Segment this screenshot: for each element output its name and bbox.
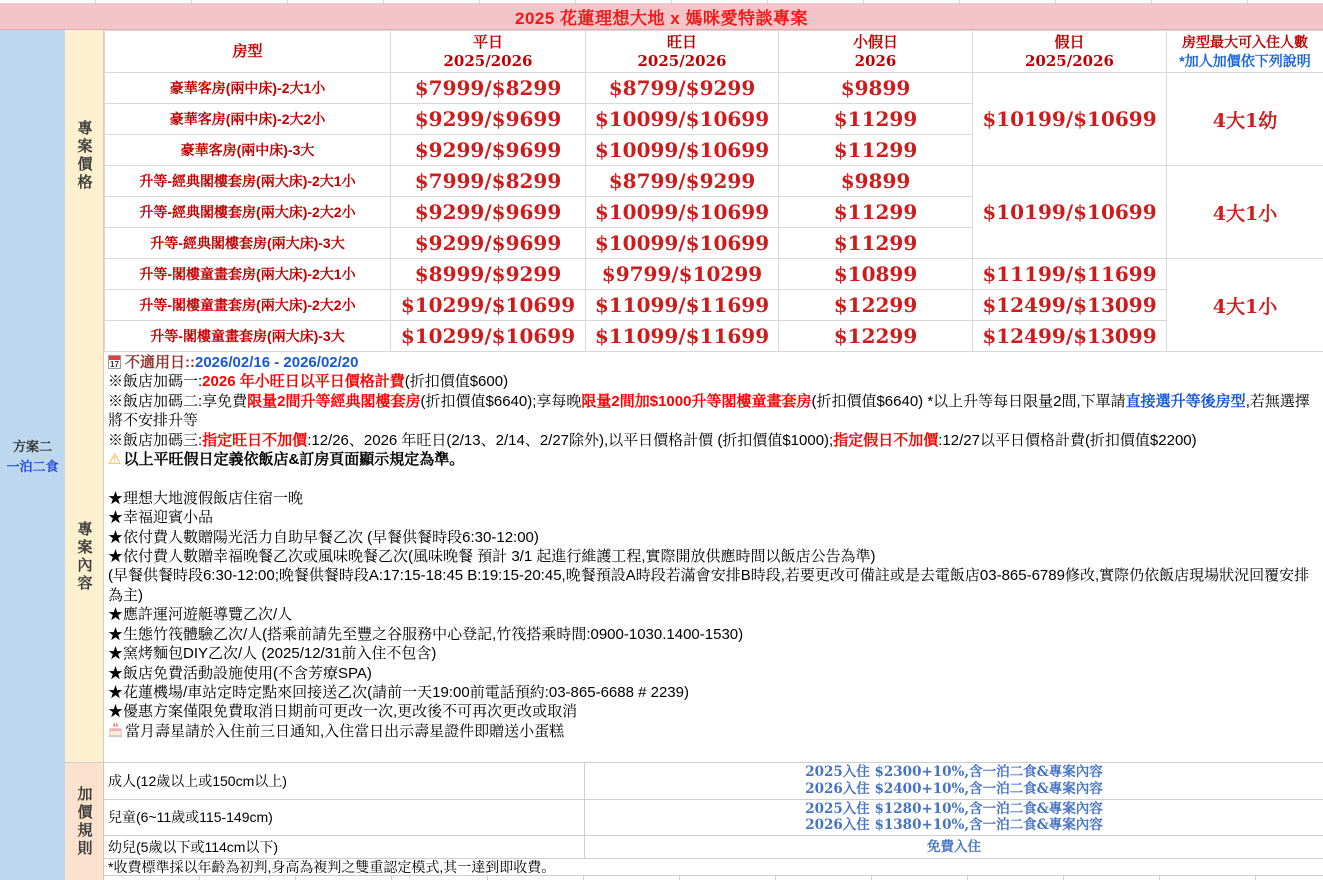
content-text-segment: ★幸福迎賓小品 [108,509,214,527]
price-cell-weekday: $9299/$9699 [391,228,586,259]
room-type-cell: 升等-閣樓童畫套房(兩大床)-2大2小 [105,290,391,321]
content-text-segment: 直接選升等後房型 [1125,392,1246,410]
max-occupancy-cell: 4大1小 [1167,166,1323,259]
price-cell-weekday: $10299/$10699 [391,321,586,352]
price-table-row [105,73,1323,104]
price-cell-minor-holiday: $10899 [779,259,973,290]
content-line [108,431,1315,450]
surcharge-rule-row [104,836,1323,859]
content-text-segment: 以上平旺假日定義依飯店&訂房頁面顯示規定為準。 [123,451,465,469]
price-cell-weekday: $9299/$9699 [391,104,586,135]
content-text-segment: ★優惠方案僅限免費取消日期前可更改一次,更改後不可再次更改或取消 [108,703,578,721]
room-type-cell: 豪華客房(兩中床)-2大1小 [105,73,391,104]
content-line [108,450,1315,469]
content-line [108,353,1315,372]
content-text-segment: 不適用日:: [125,354,195,371]
content-line [108,528,1315,547]
room-type-cell: 豪華客房(兩中床)-3大 [105,135,391,166]
page-title: 2025 花蓮理想大地 x 媽咪愛特談專案 [515,8,808,28]
col-header-weekday: 平日 2025/2026 [391,31,586,73]
price-cell-weekday: $9299/$9699 [391,135,586,166]
price-cell-minor-holiday: $12299 [779,290,973,321]
content-line [108,625,1315,644]
price-cell-peak: $10099/$10699 [586,104,779,135]
content-line [108,392,1315,431]
content-line [108,566,1315,605]
plan-name: 方案二 [12,438,52,454]
title-bar [0,3,1323,30]
content-text-segment: 2026/02/16 - 2026/02/20 [195,354,359,371]
price-cell-peak: $10099/$10699 [586,228,779,259]
price-cell-minor-holiday: $11299 [779,228,973,259]
content-line [108,702,1315,721]
price-cell-weekday: $7999/$8299 [391,166,586,197]
price-table [104,30,1323,352]
content-line [108,664,1315,683]
price-cell-peak: $9799/$10299 [586,259,779,290]
col-header-minor-holiday: 小假日 2026 [779,31,973,73]
room-type-cell: 升等-閣樓童畫套房(兩大床)-2大1小 [105,259,391,290]
section-content [65,351,1323,762]
price-table-row [105,290,1323,321]
price-table-row [105,321,1323,352]
content-text-segment: ※飯店加碼一: [108,373,203,391]
col-header-holiday: 假日 2025/2026 [973,31,1167,73]
surcharge-rule-row [104,763,1323,800]
content-line [108,372,1315,391]
price-cell-holiday: $11199/$11699 [973,259,1167,290]
content-line [108,722,1315,743]
content-text-segment: (早餐供餐時段6:30-12:00;晚餐供餐時段A:17:15-18:45 B:19:15-20:45,晚餐預設A時段若滿會安排B時段,若要更改可備註或是去電飯店03-865-6789修改,實際仍依飯店現場狀況回覆安排為主) [108,567,1310,604]
price-table-header-row [105,31,1323,73]
surcharge-value [585,763,1323,799]
surcharge-value [585,800,1323,836]
col-header-peak: 旺日 2025/2026 [586,31,779,73]
bottom-grid-sliver [104,876,1323,880]
price-cell-weekday: $9299/$9699 [391,197,586,228]
content-text-segment: ※飯店加碼二:享免費 [108,392,248,410]
price-cell-minor-holiday: $11299 [779,135,973,166]
price-cell-holiday: $12499/$13099 [973,290,1167,321]
price-cell-minor-holiday: $11299 [779,197,973,228]
surcharge-value [585,836,1323,858]
price-cell-holiday: $12499/$13099 [973,321,1167,352]
surcharge-value-line: 2026入住 $1380+10%,含一泊二食&專案內容 [805,817,1103,834]
content-text-segment: ※飯店加碼三: [108,431,203,449]
room-type-cell: 升等-經典閣樓套房(兩大床)-3大 [105,228,391,259]
content-line [108,547,1315,566]
price-cell-peak: $11099/$11699 [586,321,779,352]
content-line [108,644,1315,663]
col-header-occupancy: 房型最大可入住人數 *加人加價依下列說明 [1167,31,1323,73]
content-line [108,508,1315,527]
surcharge-category-label: 幼兒(5歲以下或114cm以下) [104,836,585,858]
warning-icon: ⚠ [108,451,122,469]
room-type-cell: 升等-閣樓童畫套房(兩大床)-3大 [105,321,391,352]
room-type-cell: 升等-經典閣樓套房(兩大床)-2大1小 [105,166,391,197]
content-text-segment: 指定旺日不加價 [202,431,308,449]
rules-section-label: 加價規則 [65,763,104,880]
price-cell-weekday: $10299/$10699 [391,290,586,321]
price-cell-peak: $8799/$9299 [586,166,779,197]
content-line [108,469,1315,488]
price-cell-holiday: $10199/$10699 [973,166,1167,259]
price-cell-weekday: $8999/$9299 [391,259,586,290]
content-line [108,489,1315,508]
price-cell-peak: $10099/$10699 [586,135,779,166]
surcharge-rules-table [104,763,1323,880]
content-text-segment: (折扣價值$6640);享每晚 [420,392,582,410]
price-cell-holiday: $10199/$10699 [973,73,1167,166]
content-text-segment: ★飯店免費活動設施使用(不含芳療SPA) [108,664,372,682]
surcharge-value-line: 2025入住 $1280+10%,含一泊二食&專案內容 [805,800,1103,817]
plan-sidebar [0,30,65,880]
plan-subtitle: 一泊二食 [6,458,59,474]
section-rules [65,762,1323,880]
content-text-segment: ★依付費人數贈陽光活力自助早餐乙次 (早餐供餐時段6:30-12:00) [108,528,539,546]
content-text-segment: ★依付費人數贈幸福晚餐乙次或風味晚餐乙次(風味晚餐 預計 3/1 起進行維護工程,實際開放供應時間以飯店公告為準) [108,548,876,566]
content-text-segment: 當月壽星請於入住前三日通知,入住當日出示壽星證件即贈送小蛋糕 [125,722,565,740]
price-table-row [105,259,1323,290]
price-cell-minor-holiday: $11299 [779,104,973,135]
content-text-segment: 限量2間升等經典閣樓套房 [247,392,421,410]
surcharge-category-label: 兒童(6~11歲或115-149cm) [104,800,585,836]
content-text-segment: ★花蓮機場/車站定時定點來回接送乙次(請前一天19:00前電話預約:03-865-6688 # 2239) [108,683,689,701]
content-line [108,605,1315,624]
content-text-segment: 限量2間加$1000升等閣樓童畫套房 [581,392,812,410]
package-content-text [104,351,1323,762]
price-section-label: 專案價格 [65,30,104,351]
price-cell-minor-holiday: $9899 [779,166,973,197]
room-type-cell: 豪華客房(兩中床)-2大2小 [105,104,391,135]
max-occupancy-cell: 4大1幼 [1167,73,1323,166]
surcharge-rule-row [104,800,1323,837]
content-section-label: 專案內容 [65,351,104,762]
price-cell-peak: $8799/$9299 [586,73,779,104]
calendar-17-icon: 17 [108,355,121,369]
room-type-cell: 升等-經典閣樓套房(兩大床)-2大2小 [105,197,391,228]
surcharge-value-line: 2025入住 $2300+10%,含一泊二食&專案內容 [805,764,1103,781]
surcharge-category-label: 成人(12歲以上或150cm以上) [104,763,585,799]
content-text-segment: (折扣價值$600) [404,373,509,391]
surcharge-value-line: 2026入住 $2400+10%,含一泊二食&專案內容 [805,780,1103,797]
price-cell-weekday: $7999/$8299 [391,73,586,104]
section-price [65,30,1323,351]
col-header-room: 房型 [105,31,391,73]
content-text-segment: ★理想大地渡假飯店住宿一晚 [108,489,304,507]
content-text-segment: ,若無選擇將不安排升等 [108,392,1310,430]
content-text-segment: :12/27以平日價格計費(折扣價值$2200) [938,431,1197,449]
content-text-segment: :12/26、2026 年旺日(2/13、2/14、2/27除外),以平日價格計價 (折扣價值$1000); [307,431,834,449]
price-table-row [105,166,1323,197]
content-text-segment: (折扣價值$6640) *以上升等每日限量2間,下單請 [811,392,1126,410]
surcharge-note: *收費標準採以年齡為初判,身高為複判之雙重認定模式,其一達到即收費。 [104,859,1323,876]
content-text-segment: ★窯烤麵包DIY乙次/人 (2025/12/31前入住不包含) [108,645,437,663]
content-text-segment: ★應許運河遊艇導覽乙次/人 [108,606,293,624]
cake-icon [108,725,123,742]
price-cell-minor-holiday: $12299 [779,321,973,352]
content-line [108,683,1315,702]
price-cell-peak: $11099/$11699 [586,290,779,321]
price-cell-minor-holiday: $9899 [779,73,973,104]
max-occupancy-cell: 4大1小 [1167,259,1323,352]
content-text-segment: 2026 年小旺日以平日價格計費 [202,373,405,391]
surcharge-value-line: 免費入住 [927,838,981,855]
content-text-segment: 指定假日不加價 [833,431,939,449]
price-cell-peak: $10099/$10699 [586,197,779,228]
content-text-segment: ★生態竹筏體驗乙次/人(搭乘前請先至豐之谷服務中心登記,竹筏搭乘時間:0900-1030.1400-1530) [108,625,744,643]
